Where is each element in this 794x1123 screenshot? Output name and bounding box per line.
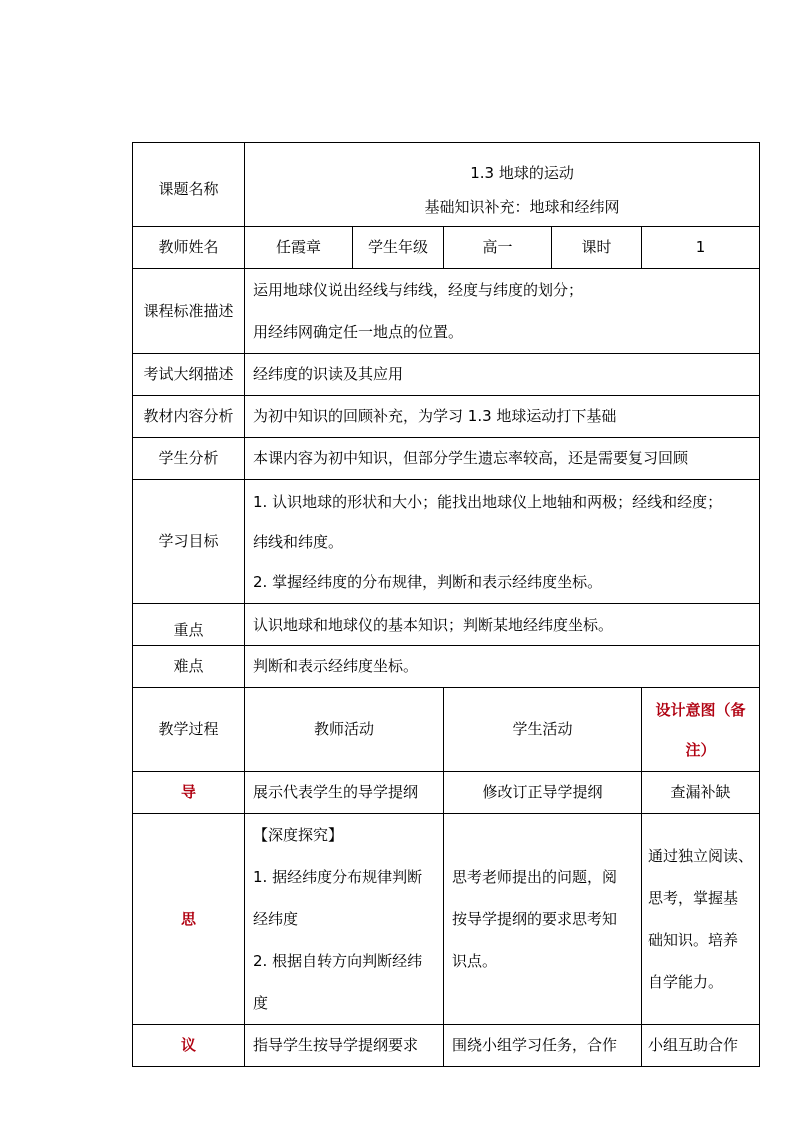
design-label-line: 设计意图（备 — [655, 700, 746, 719]
row-stage-si — [133, 814, 760, 1025]
standard-line: 用经纬网确定任一地点的位置。 — [253, 323, 464, 341]
stage-label: 议 — [133, 1025, 245, 1067]
difficulty-label: 难点 — [133, 646, 245, 688]
student-activity — [444, 814, 642, 1025]
student-activity: 修改订正导学提纲 — [444, 772, 642, 814]
teacher-activity — [245, 814, 444, 1025]
design-note: 小组互助合作 — [642, 1025, 760, 1067]
student-activity-line: 按导学提纲的要求思考知 — [452, 910, 618, 928]
row-difficulty — [133, 646, 760, 688]
goal-line: 纬线和纬度。 — [253, 532, 344, 551]
row-teacher-info — [133, 227, 760, 269]
student-activity-line: 思考老师提出的问题，阅 — [452, 868, 618, 886]
student-value: 本课内容为初中知识，但部分学生遗忘率较高，还是需要复习回顾 — [245, 438, 760, 480]
design-label-line: 注） — [685, 740, 716, 759]
grade-value: 高一 — [444, 227, 552, 269]
teacher-activity-line: 2. 根据自转方向判断经纬 — [253, 952, 423, 970]
exam-value: 经纬度的识读及其应用 — [245, 354, 760, 396]
design-note-line: 思考，掌握基 — [648, 889, 739, 907]
row-exam — [133, 354, 760, 396]
textbook-label: 教材内容分析 — [133, 396, 245, 438]
row-textbook — [133, 396, 760, 438]
standard-cell — [245, 269, 760, 354]
row-student — [133, 438, 760, 480]
process-label: 教学过程 — [133, 688, 245, 772]
key-value: 认识地球和地球仪的基本知识；判断某地经纬度坐标。 — [245, 604, 760, 646]
student-activity-label: 学生活动 — [444, 688, 642, 772]
key-label: 重点 — [133, 604, 245, 646]
teacher-activity: 指导学生按导学提纲要求 — [245, 1025, 444, 1067]
course-title: 1.3 地球的运动 — [470, 163, 574, 182]
teacher-name: 任霞章 — [245, 227, 353, 269]
goal-line: 2. 掌握经纬度的分布规律，判断和表示经纬度坐标。 — [253, 572, 603, 591]
design-note-line: 通过独立阅读、 — [648, 847, 754, 865]
teacher-activity-line: 度 — [253, 994, 269, 1012]
design-note-line: 自学能力。 — [648, 973, 724, 991]
row-stage-yi — [133, 1025, 760, 1067]
teacher-activity-line: 经纬度 — [253, 910, 299, 928]
design-note — [642, 814, 760, 1025]
row-goals — [133, 480, 760, 604]
hours-label: 课时 — [552, 227, 642, 269]
row-course-name — [133, 143, 760, 227]
textbook-value: 为初中知识的回顾补充，为学习 1.3 地球运动打下基础 — [245, 396, 760, 438]
lesson-plan-table — [132, 142, 760, 1067]
course-name-cell — [245, 143, 760, 227]
goal-label: 学习目标 — [133, 480, 245, 604]
student-activity-line: 识点。 — [452, 952, 498, 970]
teacher-activity-line: 1. 据经纬度分布规律判断 — [253, 868, 423, 886]
row-key — [133, 604, 760, 646]
teacher-activity-line: 【深度探究】 — [253, 826, 344, 844]
stage-label: 导 — [133, 772, 245, 814]
standard-label: 课程标准描述 — [133, 269, 245, 354]
teacher-activity-label: 教师活动 — [245, 688, 444, 772]
hours-value: 1 — [642, 227, 760, 269]
design-label — [642, 688, 760, 772]
design-note-line: 础知识。培养 — [648, 931, 739, 949]
standard-line: 运用地球仪说出经线与纬线，经度与纬度的划分； — [253, 281, 584, 299]
exam-label: 考试大纲描述 — [133, 354, 245, 396]
teacher-activity: 展示代表学生的导学提纲 — [245, 772, 444, 814]
course-subtitle: 基础知识补充：地球和经纬网 — [424, 197, 620, 216]
goal-line: 1. 认识地球的形状和大小；能找出地球仪上地轴和两极；经线和经度； — [253, 492, 723, 511]
student-label: 学生分析 — [133, 438, 245, 480]
teacher-label: 教师姓名 — [133, 227, 245, 269]
difficulty-value: 判断和表示经纬度坐标。 — [245, 646, 760, 688]
row-process-header — [133, 688, 760, 772]
grade-label: 学生年级 — [353, 227, 444, 269]
course-name-label: 课题名称 — [133, 143, 245, 227]
goal-cell — [245, 480, 760, 604]
row-standard — [133, 269, 760, 354]
design-note: 查漏补缺 — [642, 772, 760, 814]
row-stage-dao — [133, 772, 760, 814]
stage-label: 思 — [133, 814, 245, 1025]
student-activity: 围绕小组学习任务，合作 — [444, 1025, 642, 1067]
